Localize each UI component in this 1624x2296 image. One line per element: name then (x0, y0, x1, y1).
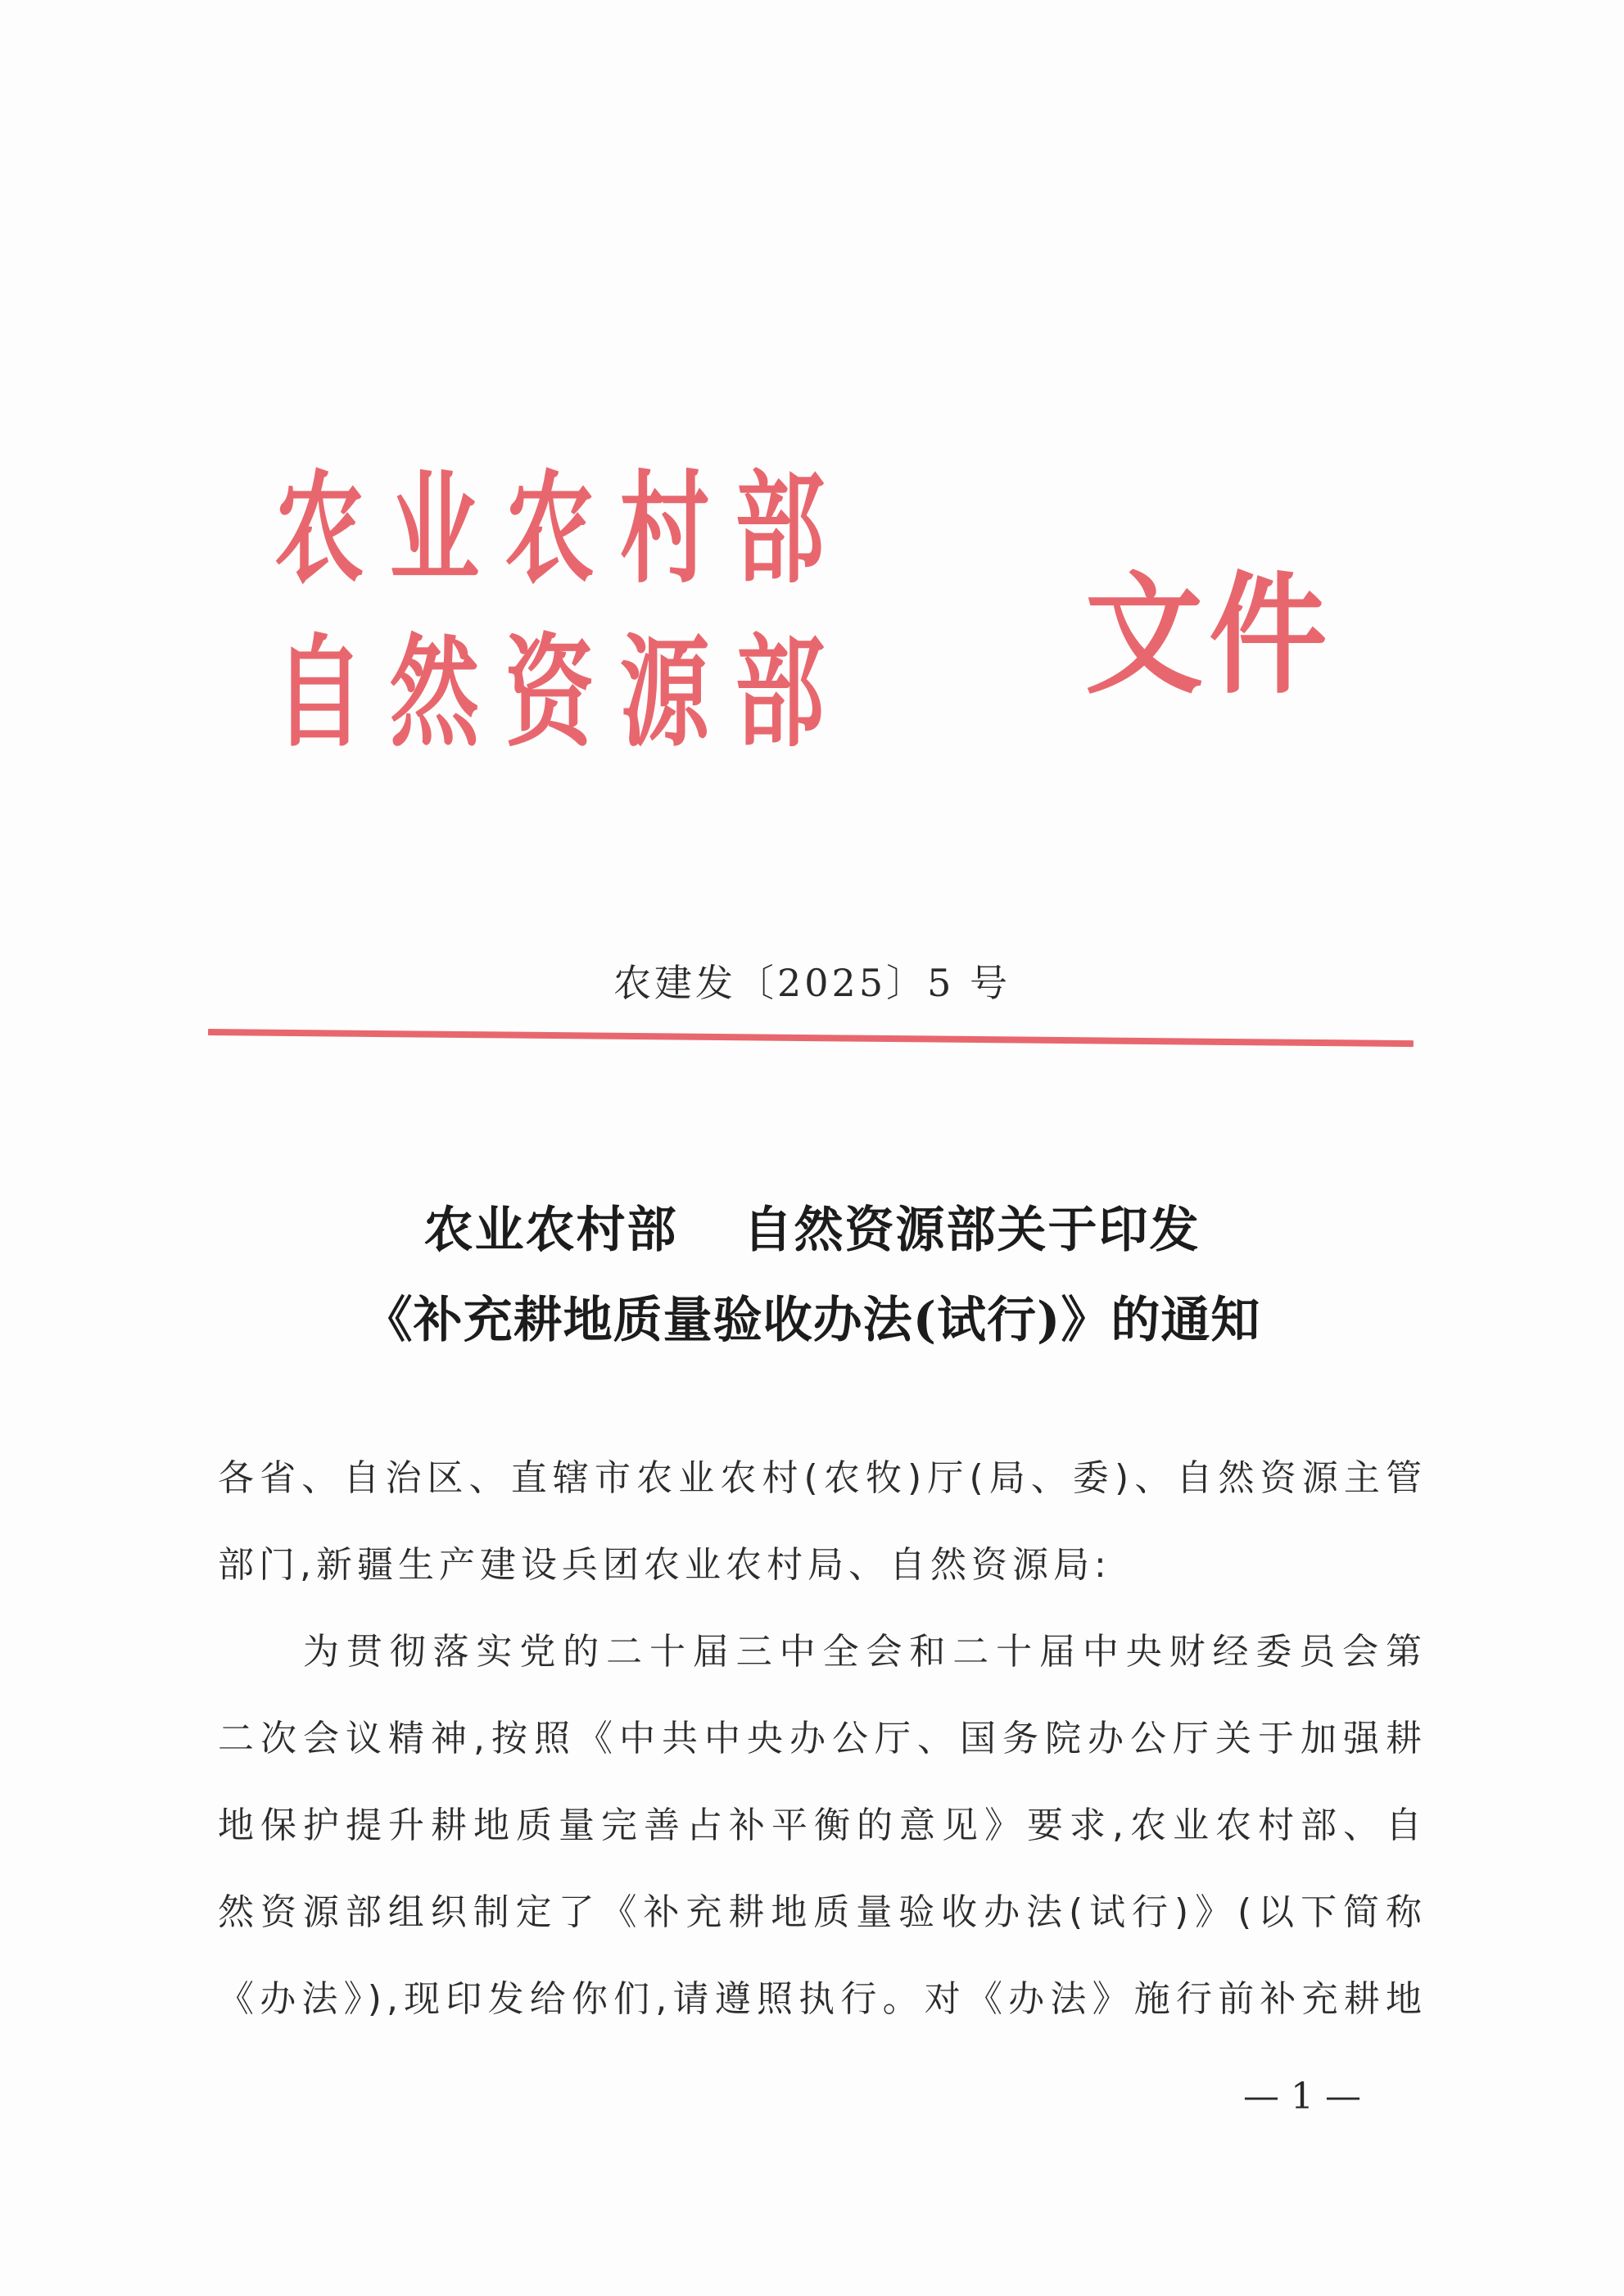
title-issuer-agriculture: 农业农村部 (423, 1202, 678, 1259)
document-number (0, 958, 1624, 1008)
title-line-2: 《补充耕地质量验收办法(试行)》的通知 (363, 1292, 1261, 1349)
red-masthead (274, 455, 1355, 766)
masthead-doc-type: 文件 (1085, 558, 1333, 712)
title-issuer-natural-resources: 自然资源部关于印发 (743, 1202, 1201, 1259)
paragraph-line: 然资源部组织制定了《补充耕地质量验收办法(试行)》(以下简称 (218, 1891, 1427, 1933)
paragraph-line: 为贯彻落实党的二十届三中全会和二十届中央财经委员会第 (303, 1631, 1427, 1673)
masthead-org-natural-resources: 自然资源部 (274, 621, 850, 763)
addressee-line: 各省、自治区、直辖市农业农村(农牧)厅(局、委)、自然资源主管 (218, 1457, 1427, 1499)
page-number: — 1 — (1243, 2076, 1361, 2117)
addressee-line: 部门,新疆生产建设兵团农业农村局、自然资源局: (218, 1544, 1111, 1586)
red-divider-line (208, 1029, 1414, 1047)
paragraph-line: 二次会议精神,按照《中共中央办公厅、国务院办公厅关于加强耕 (218, 1718, 1427, 1759)
paragraph-line: 地保护提升耕地质量完善占补平衡的意见》要求,农业农村部、自 (218, 1805, 1427, 1846)
document-body (218, 1451, 1427, 2059)
masthead-org-agriculture: 农业农村部 (274, 457, 850, 600)
document-number-text: 农建发〔2025〕5 号 (613, 961, 1011, 1005)
title-line-1 (0, 1198, 1624, 1263)
paragraph-line: 《办法》),现印发给你们,请遵照执行。对《办法》施行前补充耕地 (218, 1978, 1427, 2020)
